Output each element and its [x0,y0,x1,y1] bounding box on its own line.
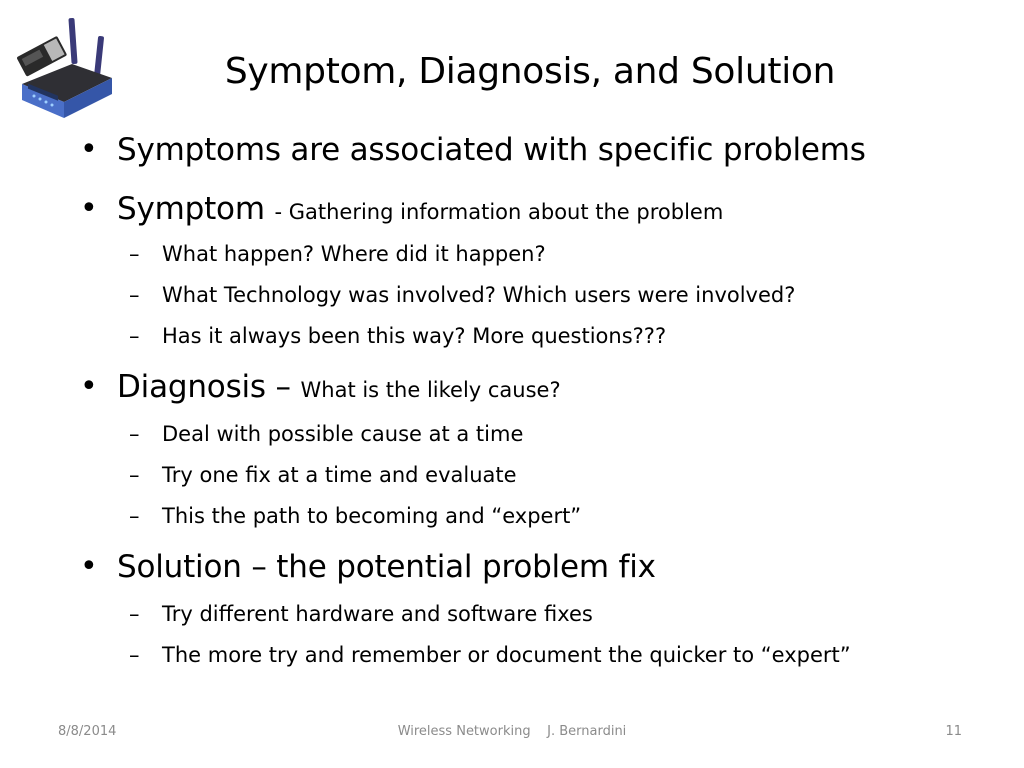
sub-item [129,502,582,530]
sub-item-text: Try different hardware and software fixes [162,602,593,626]
bullet-solution [80,547,656,587]
bullet-marker: • [80,549,98,584]
sub-item-text: The more try and remember or document the quicker to “expert” [162,643,851,667]
bullet-main-text: Symptom [117,191,275,227]
footer-date: 8/8/2014 [58,724,117,739]
sub-item [129,281,796,309]
sub-marker: – [129,422,140,446]
bullet-marker: • [80,132,98,167]
sub-item [129,420,524,448]
slide-title: Symptom, Diagnosis, and Solution [224,51,836,92]
sub-item [129,461,517,489]
sub-item-text: This the path to becoming and “expert” [162,504,582,528]
bullet-main-text: Diagnosis – [117,369,301,405]
page-number: 11 [945,724,962,739]
sub-marker: – [129,602,140,626]
bullet-marker: • [80,369,98,404]
sub-item-text: What happen? Where did it happen? [162,242,546,266]
bullet-symptoms-associated [80,130,866,170]
bullet-detail-text: - Gathering information about the problem [274,200,724,224]
bullet-symptom [80,189,724,232]
bullet-main-text: Symptoms are associated with specific problems [117,132,866,168]
sub-marker: – [129,242,140,266]
sub-marker: – [129,324,140,348]
sub-item [129,240,546,268]
sub-item-text: What Technology was involved? Which users were involved? [162,283,796,307]
sub-item-text: Has it always been this way? More questions??? [162,324,667,348]
sub-marker: – [129,643,140,667]
sub-item [129,641,851,669]
sub-marker: – [129,283,140,307]
sub-marker: – [129,463,140,487]
sub-item [129,322,667,350]
bullet-diagnosis [80,367,561,410]
bullet-marker: • [80,191,98,226]
bullet-detail-text: What is the likely cause? [300,378,561,402]
sub-item-text: Try one fix at a time and evaluate [162,463,517,487]
sub-marker: – [129,504,140,528]
footer-center [0,723,1024,741]
sub-item-text: Deal with possible cause at a time [162,422,524,446]
footer-center-text: Wireless Networking J. Bernardini [397,724,627,739]
sub-item [129,600,593,628]
bullet-main-text: Solution – the potential problem fix [117,549,656,585]
